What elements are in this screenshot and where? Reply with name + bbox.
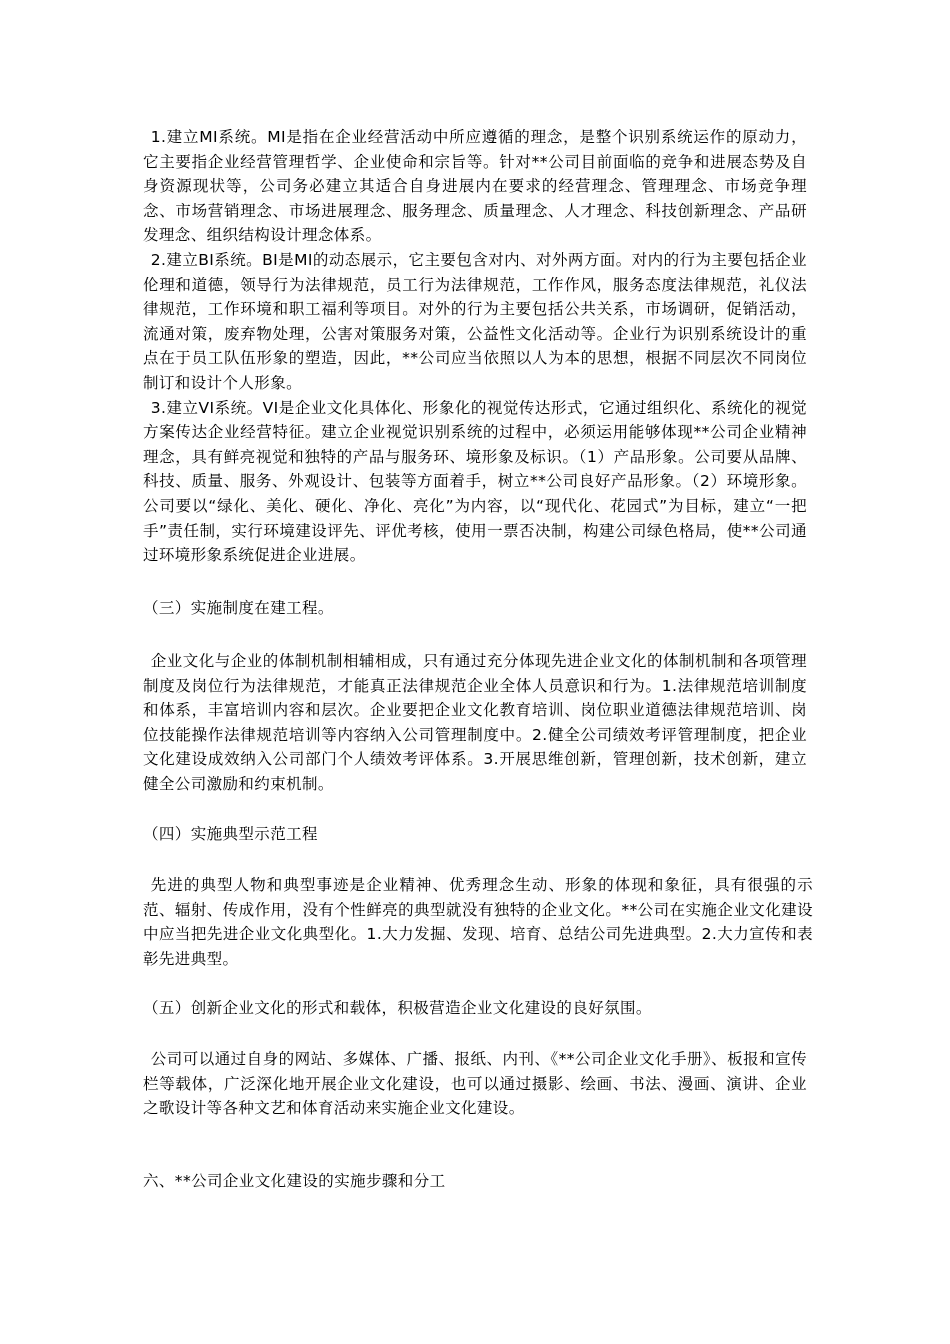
section-5-heading: （五）创新企业文化的形式和载体，积极营造企业文化建设的良好氛围。 [143,999,652,1017]
section-3-heading: （三）实施制度在建工程。 [143,599,334,617]
bi-system-paragraph: 2.建立BI系统。BI是MI的动态展示，它主要包含对内、对外两方面。对内的行为主要包括企业伦理和道德，领导行为法律规范，员工行为法律规范，工作作风，服务态度法律规范，礼仪法律规范，工作环境和职工福利等项目。对外的行为主要包括公共关系，市场调研，促销活动，流通对策，废弃物处理，公害对策服务对策，公益性文化活动等。企业行为识别系统设计的重点在于员工队伍形象的塑造，因此，**公司应当依照以人为本的思想，根据不同层次不同岗位制订和设计个人形象。 [143,250,807,392]
chapter-6-heading: 六、**公司企业文化建设的实施步骤和分工 [143,1172,446,1190]
section-4-heading: （四）实施典型示范工程 [143,825,318,843]
section-3-body-text: 企业文化与企业的体制机制相辅相成，只有通过充分体现先进企业文化的体制机制和各项管理制度及岗位行为法律规范，才能真正法律规范企业全体人员意识和行为。1.法律规范培训制度和体系，丰富培训内容和层次。企业要把企业文化教育培训、岗位职业道德法律规范培训、岗位技能操作法律规范培训等内容纳入公司管理制度中。2.健全公司绩效考评管理制度，把企业文化建设成效纳入公司部门个人绩效考评体系。3.开展思维创新，管理创新，技术创新，建立健全公司激励和约束机制。 [143,652,807,793]
section-4-body-text: 先进的典型人物和典型事迹是企业精神、优秀理念生动、形象的体现和象征，具有很强的示范、辐射、传成作用，没有个性鲜亮的典型就没有独特的企业文化。**公司在实施企业文化建设中应当把先进企业文化典型化。1.大力发掘、发现、培育、总结公司先进典型。2.大力宣传和表彰先进典型。 [143,876,813,968]
identity-systems-section [143,125,807,568]
mi-system-paragraph: 1.建立MI系统。MI是指在企业经营活动中所应遵循的理念，是整个识别系统运作的原动力，它主要指企业经营管理哲学、企业使命和宗旨等。针对**公司目前面临的竞争和进展态势及自身资源现状等，公司务必建立其适合自身进展内在要求的经营理念、管理理念、市场竞争理念、市场营销理念、市场进展理念、服务理念、质量理念、人才理念、科技创新理念、产品研发理念、组织结构设计理念体系。 [143,128,807,245]
section-5-body-text: 公司可以通过自身的网站、多媒体、广播、报纸、内刊、《**公司企业文化手册》、板报和宣传栏等载体，广泛深化地开展企业文化建设，也可以通过摄影、绘画、书法、漫画、演讲、企业之歌设计等各种文艺和体育活动来实施企业文化建设。 [143,1050,807,1118]
section-5-body [143,1047,807,1121]
vi-system-paragraph: 3.建立VI系统。VI是企业文化具体化、形象化的视觉传达形式，它通过组织化、系统化的视觉方案传达企业经营特征。建立企业视觉识别系统的过程中，必须运用能够体现**公司企业精神理念，具有鲜亮视觉和独特的产品与服务环、境形象及标识。（1）产品形象。公司要从品牌、科技、质量、服务、外观设计、包装等方面着手，树立**公司良好产品形象。（2）环境形象。公司要以“绿化、美化、硬化、净化、亮化”为内容，以“现代化、花园式”为目标，建立“一把手”责任制，实行环境建设评先、评优考核，使用一票否决制，构建公司绿色格局，使**公司通过环境形象系统促进企业进展。 [143,398,807,565]
section-3-body [143,649,807,797]
section-4-body [143,873,813,971]
